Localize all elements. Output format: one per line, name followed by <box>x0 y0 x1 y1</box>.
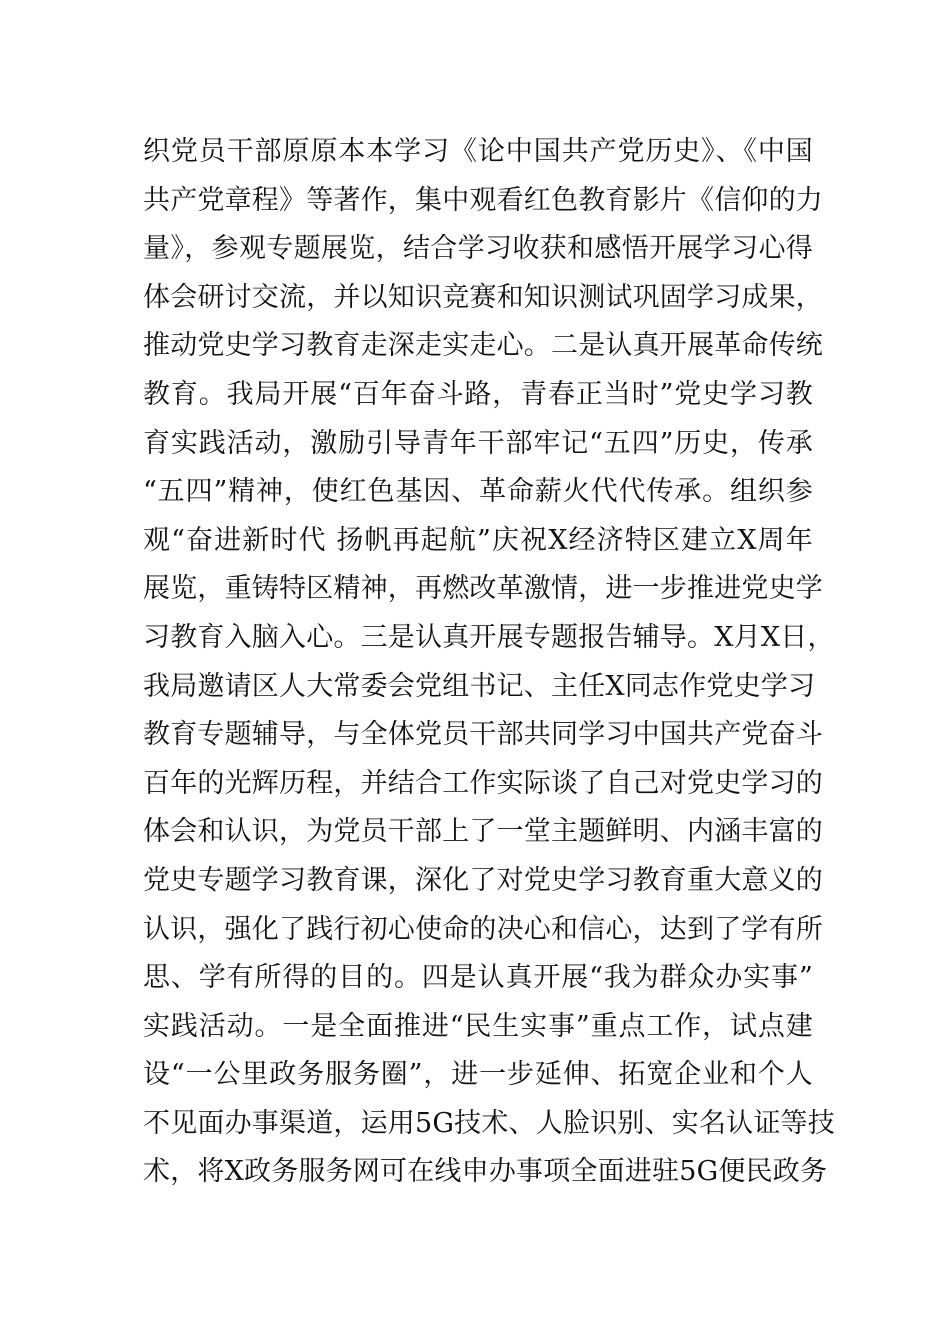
text-line: 体会和认识，为党员干部上了一堂主题鲜明、内涵丰富的 <box>143 816 823 848</box>
text-line: 观“奋进新时代 扬帆再起航”庆祝X经济特区建立X周年 <box>143 524 813 556</box>
text-line: 设“一公里政务服务圈”，进一步延伸、拓宽企业和个人 <box>143 1059 813 1091</box>
text-line: 教育。我局开展“百年奋斗路，青春正当时”党史学习教 <box>143 378 813 410</box>
text-line: 习教育入脑入心。三是认真开展专题报告辅导。X月X日， <box>143 621 835 653</box>
text-line: 实践活动。一是全面推进“民生实事”重点工作，试点建 <box>143 1010 813 1042</box>
text-line: 我局邀请区人大常委会党组书记、主任X同志作党史学习 <box>143 670 816 702</box>
text-line: 展览，重铸特区精神，再燃改革激情，进一步推进党史学 <box>143 573 823 605</box>
text-line: 育实践活动，激励引导青年干部牢记“五四”历史，传承 <box>143 427 813 459</box>
text-line: 不见面办事渠道，运用5G技术、人脸识别、实名认证等技 <box>143 1107 835 1139</box>
text-line: 认识，强化了践行初心使命的决心和信心，达到了学有所 <box>143 913 823 945</box>
text-line: 推动党史学习教育走深走实走心。二是认真开展革命传统 <box>143 330 823 362</box>
text-line: 百年的光辉历程，并结合工作实际谈了自己对党史学习的 <box>143 767 823 799</box>
text-line: 党史专题学习教育课，深化了对党史学习教育重大意义的 <box>143 864 823 896</box>
text-line: 术，将X政务服务网可在线申办事项全面进驻5G便民政务 <box>143 1156 828 1188</box>
text-line: 教育专题辅导，与全体党员干部共同学习中国共产党奋斗 <box>143 719 823 751</box>
text-line: 织党员干部原原本本学习《论中国共产党历史》、《中国 <box>143 136 813 167</box>
text-line: 体会研讨交流，并以知识竞赛和知识测试巩固学习成果， <box>143 281 823 313</box>
text-line: “五四”精神，使红色基因、革命薪火代代传承。组织参 <box>143 476 813 508</box>
text-line: 量》，参观专题展览，结合学习收获和感悟开展学习心得 <box>143 233 813 265</box>
body-paragraph <box>143 128 835 1197</box>
text-line: 思、学有所得的目的。四是认真开展“我为群众办实事” <box>143 962 813 994</box>
text-line: 共产党章程》等著作，集中观看红色教育影片《信仰的力 <box>143 184 823 216</box>
